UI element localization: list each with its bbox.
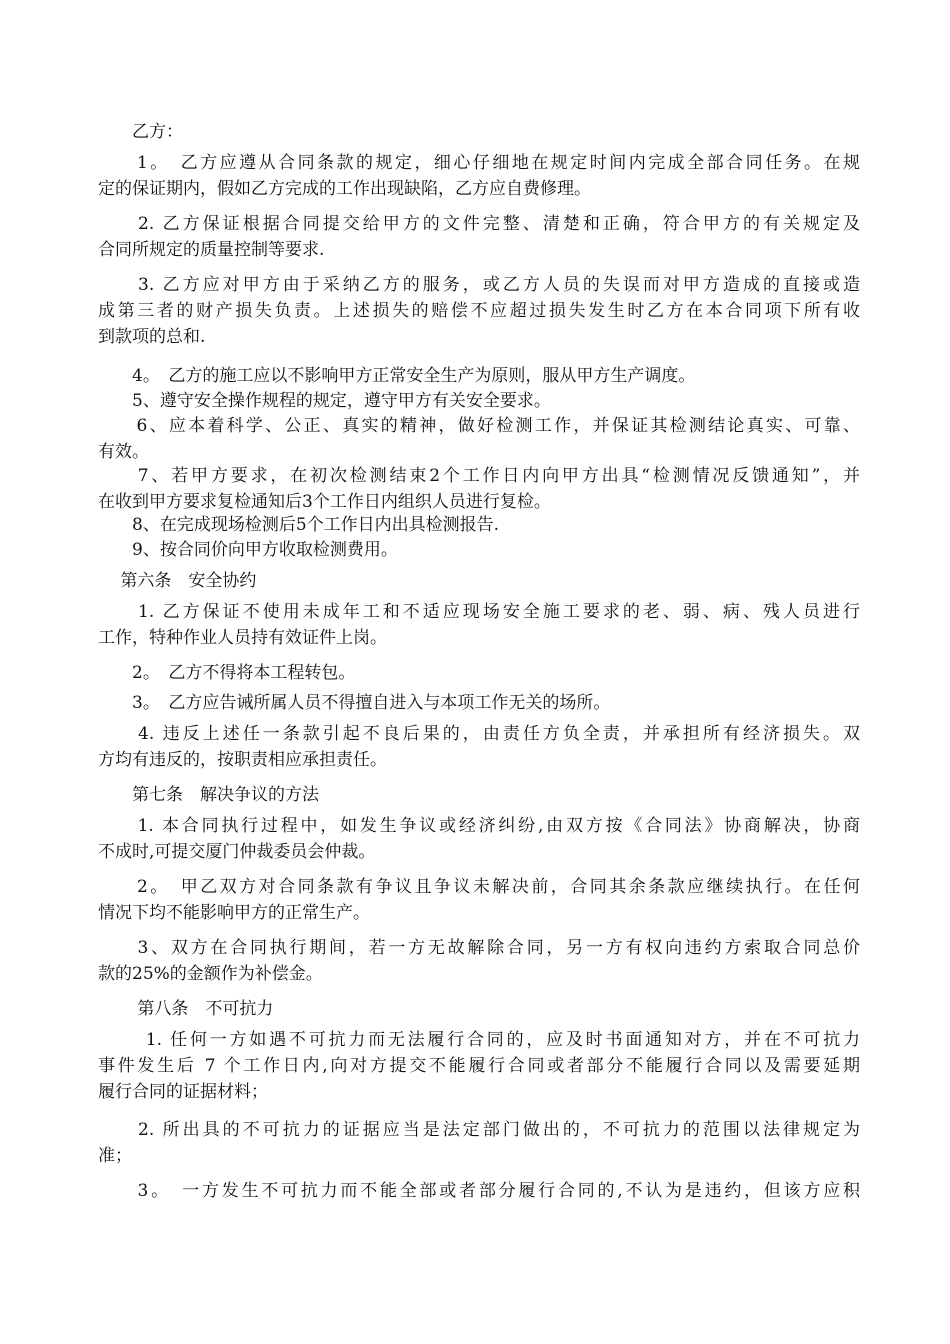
clause-yf-4: 4。 乙方的施工应以不影响甲方正常安全生产为原则，服从甲方生产调度。 bbox=[98, 366, 696, 386]
article-6-title: 第六条 安全协约 bbox=[98, 571, 257, 591]
clause-yf-3: 3. 乙方应对甲方由于采纳乙方的服务，或乙方人员的失误而对甲方造成的直接或造 成第三者的财产损失负责。上述损失的赔偿不应超过损失发生时乙方在本合同项下所有收 到款项的总和. bbox=[98, 275, 860, 347]
clause-a8-1: 1. 任何一方如遇不可抗力而无法履行合同的，应及时书面通知对方，并在不可抗力 事件发生后 7 个工作日内,向对方提交不能履行合同或者部分不能履行合同以及需要延期 履行合同的证据材料； bbox=[98, 1030, 860, 1102]
clause-yf-9: 9、按合同价向甲方收取检测费用。 bbox=[98, 540, 398, 560]
clause-a7-1: 1. 本合同执行过程中，如发生争议或经济纠纷,由双方按《合同法》协商解决，协商 不成时,可提交厦门仲裁委员会仲裁。 bbox=[98, 816, 860, 862]
article-8-title: 第八条 不可抗力 bbox=[98, 999, 274, 1019]
clause-yf-2: 2. 乙方保证根据合同提交给甲方的文件完整、清楚和正确，符合甲方的有关规定及 合同所规定的质量控制等要求. bbox=[98, 214, 860, 260]
clause-yf-6: 6、应本着科学、公正、真实的精神，做好检测工作，并保证其检测结论真实、可靠、 有效。 bbox=[98, 416, 860, 462]
yifang-heading: 乙方： bbox=[98, 122, 183, 142]
clause-a7-3: 3、双方在合同执行期间，若一方无故解除合同，另一方有权向违约方索取合同总价 款的25%的金额作为补偿金。 bbox=[98, 938, 860, 984]
clause-a6-4: 4. 违反上述任一条款引起不良后果的，由责任方负全责，并承担所有经济损失。双 方均有违反的，按职责相应承担责任。 bbox=[98, 724, 860, 770]
clause-a6-2: 2。 乙方不得将本工程转包。 bbox=[98, 663, 356, 683]
article-7-title: 第七条 解决争议的方法 bbox=[98, 785, 319, 805]
clause-a7-2: 2。 甲乙双方对合同条款有争议且争议未解决前，合同其余条款应继续执行。在任何 情况下均不能影响甲方的正常生产。 bbox=[98, 877, 860, 923]
clause-a8-3: 3。 一方发生不可抗力而不能全部或者部分履行合同的,不认为是违约，但该方应积 bbox=[98, 1181, 860, 1201]
clause-yf-7: 7、若甲方要求，在初次检测结束2个工作日内向甲方出具“检测情况反馈通知”，并 在收到甲方要求复检通知后3个工作日内组织人员进行复检。 bbox=[98, 466, 860, 512]
clause-yf-5: 5、遵守安全操作规程的规定，遵守甲方有关安全要求。 bbox=[98, 391, 551, 411]
clause-a6-1: 1. 乙方保证不使用未成年工和不适应现场安全施工要求的老、弱、病、残人员进行 工作，特种作业人员持有效证件上岗。 bbox=[98, 602, 860, 648]
clause-yf-8: 8、在完成现场检测后5个工作日内出具检测报告. bbox=[98, 515, 500, 535]
clause-a6-3: 3。 乙方应告诫所属人员不得擅自进入与本项工作无关的场所。 bbox=[98, 693, 611, 713]
clause-yf-1: 1。 乙方应遵从合同条款的规定，细心仔细地在规定时间内完成全部合同任务。在规 定的保证期内，假如乙方完成的工作出现缺陷，乙方应自费修理。 bbox=[98, 153, 860, 199]
clause-a8-2: 2. 所出具的不可抗力的证据应当是法定部门做出的，不可抗力的范围以法律规定为 准； bbox=[98, 1120, 860, 1166]
